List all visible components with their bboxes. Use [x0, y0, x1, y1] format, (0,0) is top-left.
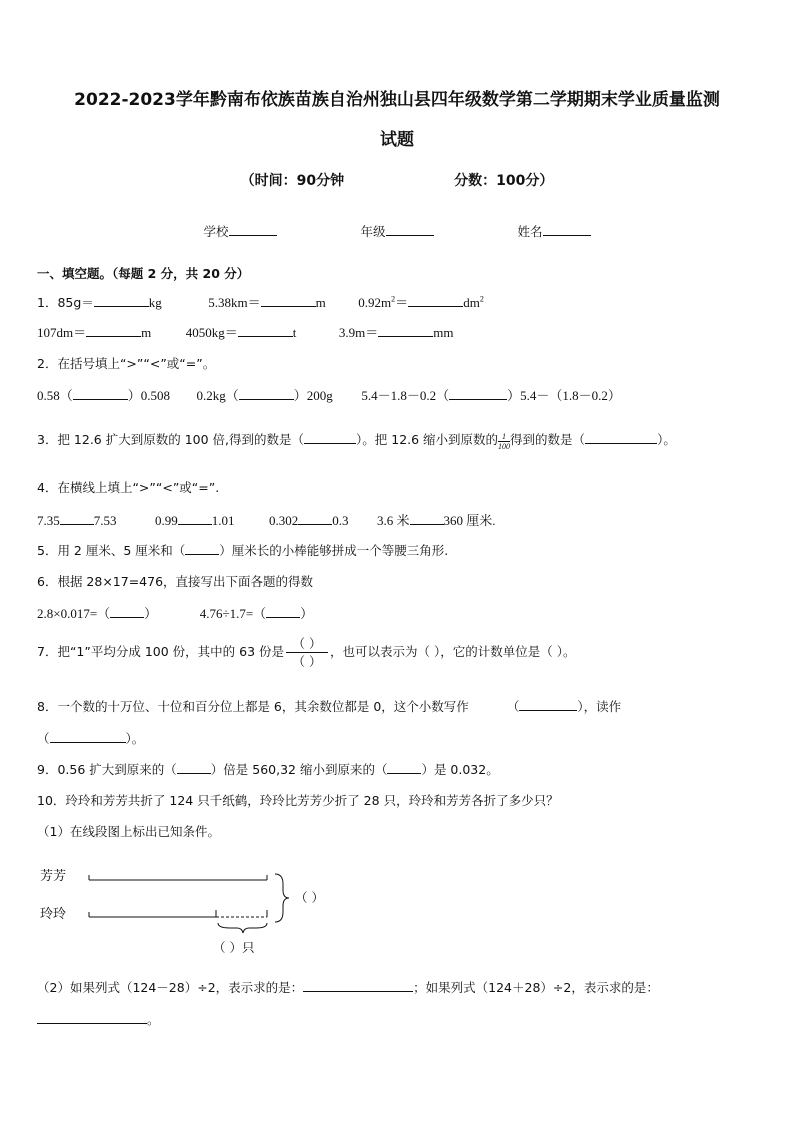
- answer-blank[interactable]: [408, 294, 463, 307]
- difference-dashed-segment: [216, 910, 267, 917]
- answer-blank[interactable]: [378, 324, 433, 337]
- answer-blank[interactable]: [73, 387, 128, 400]
- question-8-line1: 8．一个数的十万位、十位和百分位上都是 6，其余数位都是 0，这个小数写作 （ ），读作: [37, 699, 622, 714]
- score-label: 分数：100分）: [454, 173, 554, 189]
- school-blank[interactable]: [229, 223, 277, 236]
- name-field: 姓名: [517, 222, 590, 240]
- answer-blank[interactable]: [266, 605, 300, 618]
- answer-blank[interactable]: [239, 387, 294, 400]
- answer-blank[interactable]: [86, 324, 141, 337]
- answer-blank[interactable]: [178, 512, 212, 525]
- question-8-line2: （ ）。: [37, 731, 145, 746]
- difference-brace: [218, 923, 267, 933]
- answer-blank[interactable]: [94, 294, 149, 307]
- question-9: 9．0.56 扩大到原来的（ ）倍是 560,32 缩小到原来的（ ）是 0.032。: [37, 762, 499, 777]
- question-10-sub2-line2: 。: [37, 1010, 160, 1028]
- page-title-line1: 2022-2023学年黔南布依族苗族自治州独山县四年级数学第二学期期末学业质量监测: [74, 90, 720, 110]
- answer-blank[interactable]: [50, 730, 126, 743]
- lingling-segment: [89, 910, 216, 917]
- answer-blank[interactable]: [185, 542, 219, 555]
- answer-blank[interactable]: [585, 431, 657, 444]
- question-10-stem: 10．玲玲和芳芳共折了 124 只千纸鹤，玲玲比芳芳少折了 28 只，玲玲和芳芳各折了多少只？: [37, 793, 559, 808]
- answer-blank[interactable]: [110, 605, 144, 618]
- answer-blank[interactable]: [261, 294, 316, 307]
- page-title-line2: 试题: [380, 130, 414, 150]
- section-heading: 一、填空题。（每题 2 分，共 20 分）: [37, 266, 250, 281]
- question-6-items: 2.8×0.017=（ ） 4.76÷1.7=（ ）: [37, 606, 314, 621]
- fraction-blank[interactable]: （ ） （ ）: [286, 635, 328, 670]
- grade-blank[interactable]: [386, 223, 434, 236]
- fraction-1-100: $\frac{1}{100}$: [498, 431, 511, 451]
- answer-blank[interactable]: [449, 387, 507, 400]
- time-label: （时间：90分钟: [240, 173, 345, 189]
- question-1-row2: 107dm＝ m 4050kg＝ t 3.9m＝ mm: [37, 325, 454, 340]
- label-fangfang: 芳芳: [40, 869, 67, 884]
- answer-blank[interactable]: [410, 512, 444, 525]
- total-paren: （ ）: [295, 890, 324, 905]
- total-brace: [275, 874, 289, 922]
- question-7: 7．把“1”平均分成 100 份，其中的 63 份是 （ ） （ ），也可以表示为（ ），它的计数单位是（ ）。: [37, 636, 576, 669]
- answer-blank[interactable]: [238, 324, 293, 337]
- question-2-items: 0.58（ ）0.508 0.2kg（ ）200g 5.4－1.8－0.2（ ）5.4－（1.8－0.2）: [37, 388, 621, 403]
- question-4-items: 7.35 7.53 0.99 1.01 0.302 0.3 3.6 米 360 厘米.: [37, 513, 496, 528]
- answer-blank[interactable]: [387, 761, 421, 774]
- answer-blank[interactable]: [177, 761, 211, 774]
- question-10-sub2: （2）如果列式（124－28）÷2，表示求的是： ；如果列式（124＋28）÷2，表示求的是：: [37, 980, 659, 995]
- question-6-stem: 6．根据 28×17=476，直接写出下面各题的得数: [37, 574, 314, 589]
- label-lingling: 玲玲: [40, 907, 67, 922]
- school-field: 学校: [203, 222, 276, 240]
- grade-field: 年级: [360, 222, 433, 240]
- question-1-row1: 1．85g＝ kg 5.38km＝ m $0.92m^2= dm^2$: [37, 294, 484, 310]
- name-blank[interactable]: [543, 223, 591, 236]
- question-3: 3．把 12.6 扩大到原数的 100 倍,得到的数是（ ）。把 12.6 缩小到原数的 $\frac{1}{100}$得到的数是（ ）。: [37, 431, 676, 451]
- answer-blank[interactable]: [37, 1011, 147, 1024]
- answer-blank[interactable]: [298, 512, 332, 525]
- answer-blank[interactable]: [519, 698, 577, 711]
- question-5: 5．用 2 厘米、5 厘米和（ ）厘米长的小棒能够拼成一个等腰三角形.: [37, 543, 449, 558]
- fangfang-segment: [89, 875, 267, 880]
- exam-meta: [0, 170, 794, 190]
- question-2-stem: 2．在括号填上“>”“<”或“=”。: [37, 356, 216, 371]
- answer-blank[interactable]: [60, 512, 94, 525]
- answer-blank[interactable]: [304, 431, 356, 444]
- answer-blank[interactable]: [303, 979, 413, 992]
- line-segment-diagram: [37, 860, 337, 960]
- student-info: [0, 222, 794, 240]
- question-4-stem: 4．在横线上填上“>”“<”或“=”.: [37, 480, 220, 495]
- question-10-sub1: （1）在线段图上标出已知条件。: [37, 824, 220, 839]
- difference-paren: （ ）只: [213, 940, 255, 955]
